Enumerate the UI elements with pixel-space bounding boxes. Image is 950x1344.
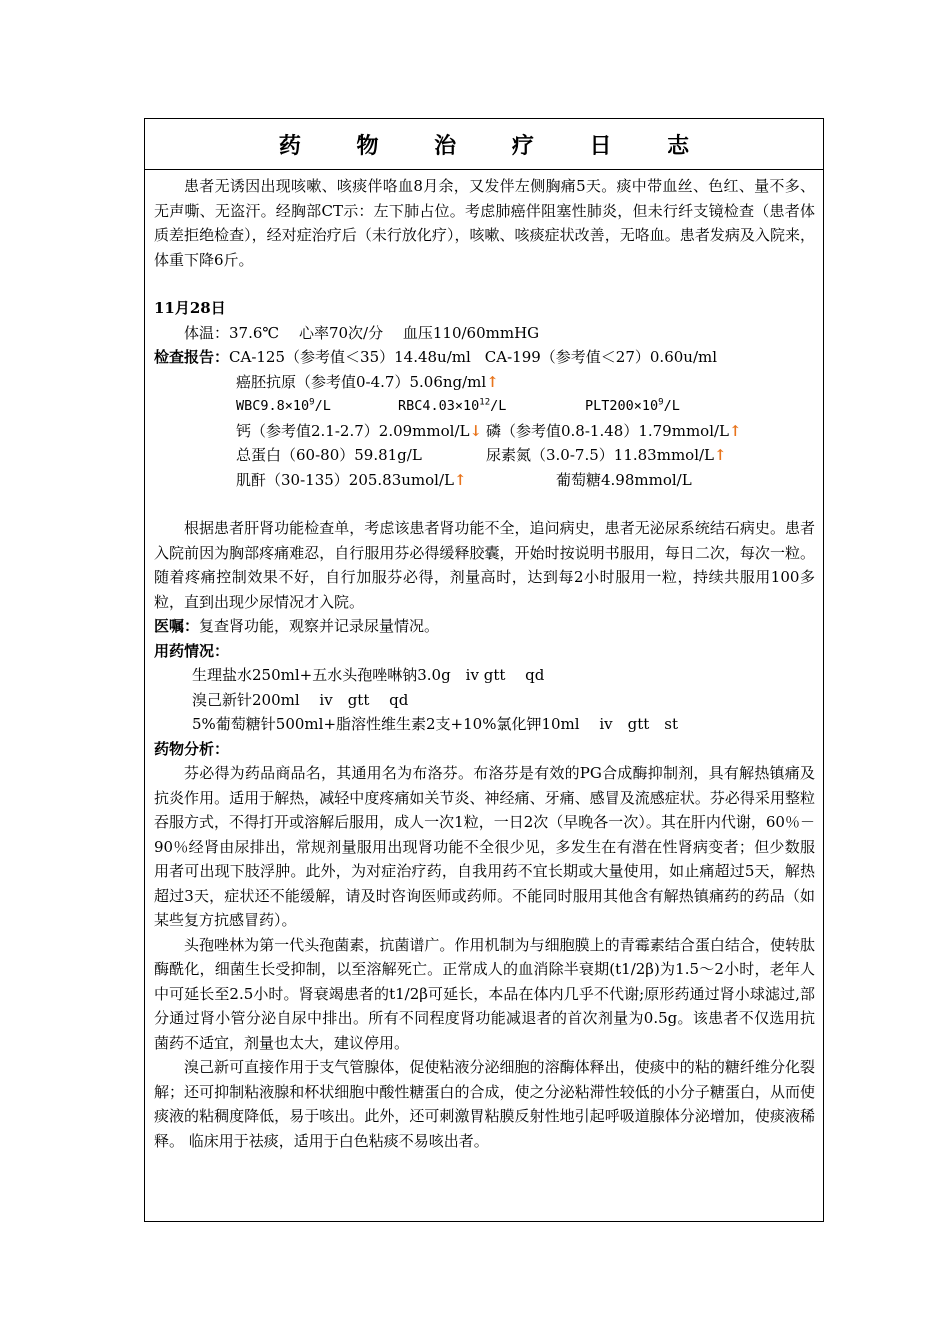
exam-line-5	[154, 443, 815, 468]
glucose-value: 葡萄糖4.98mmol/L	[556, 470, 692, 489]
phosphorus-cell	[486, 419, 742, 444]
cea-value: 癌胚抗原（参考值0-4.7）5.06ng/ml	[236, 372, 487, 391]
exam-line-6	[154, 468, 815, 493]
arrow-up-icon: ↑	[714, 446, 727, 464]
exam-line-1	[154, 345, 815, 370]
orders-text: 复查肾功能，观察并记录尿量情况。	[199, 617, 440, 635]
calcium-cell	[236, 419, 486, 444]
arrow-up-icon: ↑	[486, 372, 499, 391]
spacer	[154, 272, 815, 296]
vitals-line	[154, 321, 815, 346]
title-row	[145, 119, 823, 170]
log-frame	[144, 118, 824, 1222]
medication-item: 生理盐水250ml+五水头孢唑啉钠3.0g iv gtt qd	[192, 666, 545, 684]
rbc-value: $RBC4.03\times 10^{12}/L$	[398, 397, 507, 414]
exam-line-2	[154, 370, 815, 395]
calcium-value: 钙（参考值2.1-2.7）2.09mmol/L	[236, 421, 470, 440]
analysis-paragraph: 溴己新可直接作用于支气管腺体，促使粘液分泌细胞的溶酶体释出，使痰中的粘的糖纤维分化裂解；还可抑制粘液腺和杯状细胞中酸性糖蛋白的合成，使之分泌粘滞性较低的小分子糖蛋白，从而使痰液的粘稠度降低，易于咳出。此外，还可刺激胃粘膜反射性地引起呼吸道腺体分泌增加，使痰液稀释。 临床用于祛痰，适用于白色粘痰不易咳出者。	[154, 1058, 815, 1150]
plt-value: $PLT200\times 10^9/L$	[585, 397, 680, 414]
log-content	[145, 170, 823, 1153]
analysis-paragraph: 芬必得为药品商品名，其通用名为布洛芬。布洛芬是有效的PG合成酶抑制剂，具有解热镇痛及抗炎作用。适用于解热，减轻中度疼痛如关节炎、神经痛、牙痛、感冒及流感症状。芬必得采用整粒吞服方式，不得打开或溶解后服用，成人一次1粒，一日2次（早晚各一次）。其在肝内代谢，60％－90％经肾由尿排出，常规剂量服用出现肾功能不全很少见，多发生在有潜在性肾病变者；但少数服用者可出现下肢浮肿。此外，为对症治疗药，自我用药不宜长期或大量使用，如止痛超过5天，解热超过3天，症状还不能缓解，请及时咨询医师或药师。不能同时服用其他含有解热镇痛药的药品（如某些复方抗感冒药）。	[154, 764, 815, 929]
history-paragraph: 根据患者肝肾功能检查单，考虑该患者肾功能不全，追问病史，患者无泌尿系统结石病史。患者入院前因为胸部疼痛难忍，自行服用芬必得缓释胶囊，开始时按说明书服用，每日二次，每次一粒。随着疼痛控制效果不好，自行加服芬必得，剂量高时，达到每2小时服用一粒，持续共服用100多粒，直到出现少尿情况才入院。	[154, 519, 815, 611]
wbc-value: $WBC9.8\times 10^9/L$	[236, 397, 331, 414]
protein-value: 总蛋白（60-80）59.81g/L	[236, 446, 422, 464]
phosphorus-value: 磷（参考值0.8-1.48）1.79mmol/L	[486, 421, 730, 440]
medication-item: 溴己新针200ml iv gtt qd	[192, 690, 409, 709]
orders-label: 医嘱：	[154, 617, 200, 635]
exam-line-4	[154, 419, 815, 444]
orders-line	[154, 614, 815, 639]
urea-value: 尿素氮（3.0-7.5）11.83mmol/L	[486, 446, 715, 464]
vitals-text: 体温：37.6℃ 心率70次/分 血压110/60mmHG	[184, 323, 540, 342]
exam-label: 检查报告：	[154, 348, 230, 366]
creatinine-value: 肌酐（30-135）205.83umol/L	[236, 470, 454, 489]
exam-line-3	[154, 394, 815, 419]
page-title: 药 物 治 疗 日 志	[278, 132, 714, 159]
analysis-label: 药物分析：	[154, 739, 230, 758]
ca125-value: CA-125（参考值＜35）14.48u/ml	[229, 348, 471, 366]
arrow-up-icon: ↑	[729, 421, 742, 440]
arrow-down-icon: ↓	[469, 421, 483, 440]
entry-date: 11月28日	[154, 299, 226, 317]
urea-cell	[486, 443, 727, 468]
intro-paragraph: 患者无诱因出现咳嗽、咳痰伴咯血8月余，又发伴左侧胸痛5天。痰中带血丝、色红、量不多、无声嘶、无盗汗。经胸部CT示：左下肺占位。考虑肺癌伴阻塞性肺炎，但未行纤支镜检查（患者体质差拒绝检查），经对症治疗后（未行放化疗），咳嗽、咳痰症状改善，无咯血。患者发病及入院来，体重下降6斤。	[154, 177, 815, 269]
medication-label: 用药情况：	[154, 641, 230, 660]
arrow-up-icon: ↑	[454, 470, 467, 489]
spacer	[154, 492, 815, 516]
creatinine-cell	[236, 468, 486, 493]
medication-item: 5%葡萄糖针500ml+脂溶性维生素2支+10%氯化钾10ml iv gtt st	[192, 715, 679, 733]
ca199-value: CA-199（参考值＜27）0.60u/ml	[484, 348, 718, 366]
analysis-paragraph: 头孢唑林为第一代头孢菌素，抗菌谱广。作用机制为与细胞膜上的青霉素结合蛋白结合，使转肽酶酰化，细菌生长受抑制，以至溶解死亡。正常成人的血消除半衰期(t1/2β)为1.5～2小时，老年人中可延长至2.5小时。肾衰竭患者的t1/2β可延长，本品在体内几乎不代谢;原形药通过肾小球滤过,部分通过肾小管分泌自尿中排出。所有不同程度肾功能减退者的首次剂量为0.5g。该患者不仅选用抗菌药不适宜，剂量也太大，建议停用。	[154, 935, 815, 1052]
